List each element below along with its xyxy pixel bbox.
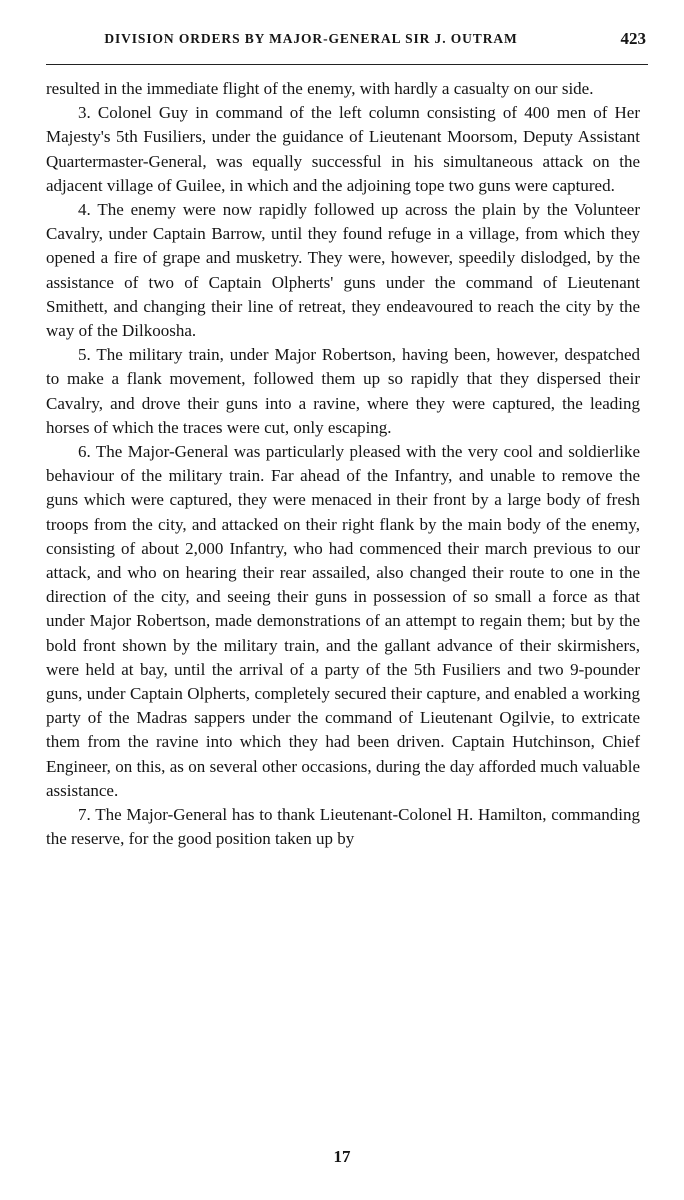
running-title: DIVISION ORDERS BY MAJOR-GENERAL SIR J. OUTRAM — [104, 31, 518, 46]
running-head — [46, 28, 646, 54]
paragraph-5: 5. The military train, under Major Robertson, having been, however, despatched to make a flank movement, followed them up so rapidly that they dispersed their Cavalry, and drove their guns into a ravine, where they were captured, the leading horses of which the traces were cut, only escaping. — [46, 345, 640, 437]
body-text — [46, 77, 640, 852]
signature-mark: 17 — [333, 1147, 351, 1166]
paragraph-3: 3. Colonel Guy in command of the left column consisting of 400 men of Her Majesty's 5th Fusiliers, under the guidance of Lieutenant Moorsom, Deputy Assistant Quartermaster-General, was equally successful in his simultaneous attack on the adjacent village of Guilee, in which and the adjoining tope two guns were captured. — [46, 103, 640, 195]
paragraph-6: 6. The Major-General was particularly pleased with the very cool and soldierlike behaviour of the military train. Far ahead of the Infantry, and unable to remove the guns which were captured, they were menaced in their front by a large body of fresh troops from the city, and attacked on their right flank by the main body of the enemy, consisting of about 2,000 Infantry, who had commenced their march previous to our attack, and who on hearing their rear assailed, also changed their route to one in the direction of the city, and seeing their guns in possession of so small a force as that under Major Robertson, made demonstrations of an attempt to regain them; but by the bold front shown by the military train, and the gallant advance of their skirmishers, were held at bay, until the arrival of a party of the 5th Fusiliers and two 9-pounder guns, under Captain Olpherts, completely secured their capture, and enabled a working party of the Madras sappers under the command of Lieutenant Ogilvie, to extricate them from the ravine into which they had been driven. Captain Hutchinson, Chief Engineer, on this, as on several other occasions, during the day afforded much valuable assistance. — [46, 442, 640, 800]
paragraph-4: 4. The enemy were now rapidly followed up across the plain by the Volunteer Cavalry, under Captain Barrow, until they found refuge in a village, from which they opened a fire of grape and musketry. They were, however, speedily dislodged, by the assistance of two of Captain Olpherts' guns under the command of Lieutenant Smithett, and changing their line of retreat, they endeavoured to reach the city by the way of the Dilkoosha. — [46, 200, 640, 341]
page-number: 423 — [620, 29, 646, 48]
paragraph-7: 7. The Major-General has to thank Lieutenant-Colonel H. Hamilton, commanding the reserve, for the good position taken up by — [46, 805, 640, 849]
header-rule — [46, 64, 648, 65]
paragraph-continuation: resulted in the immediate flight of the enemy, with hardly a casualty on our side. — [46, 79, 594, 98]
